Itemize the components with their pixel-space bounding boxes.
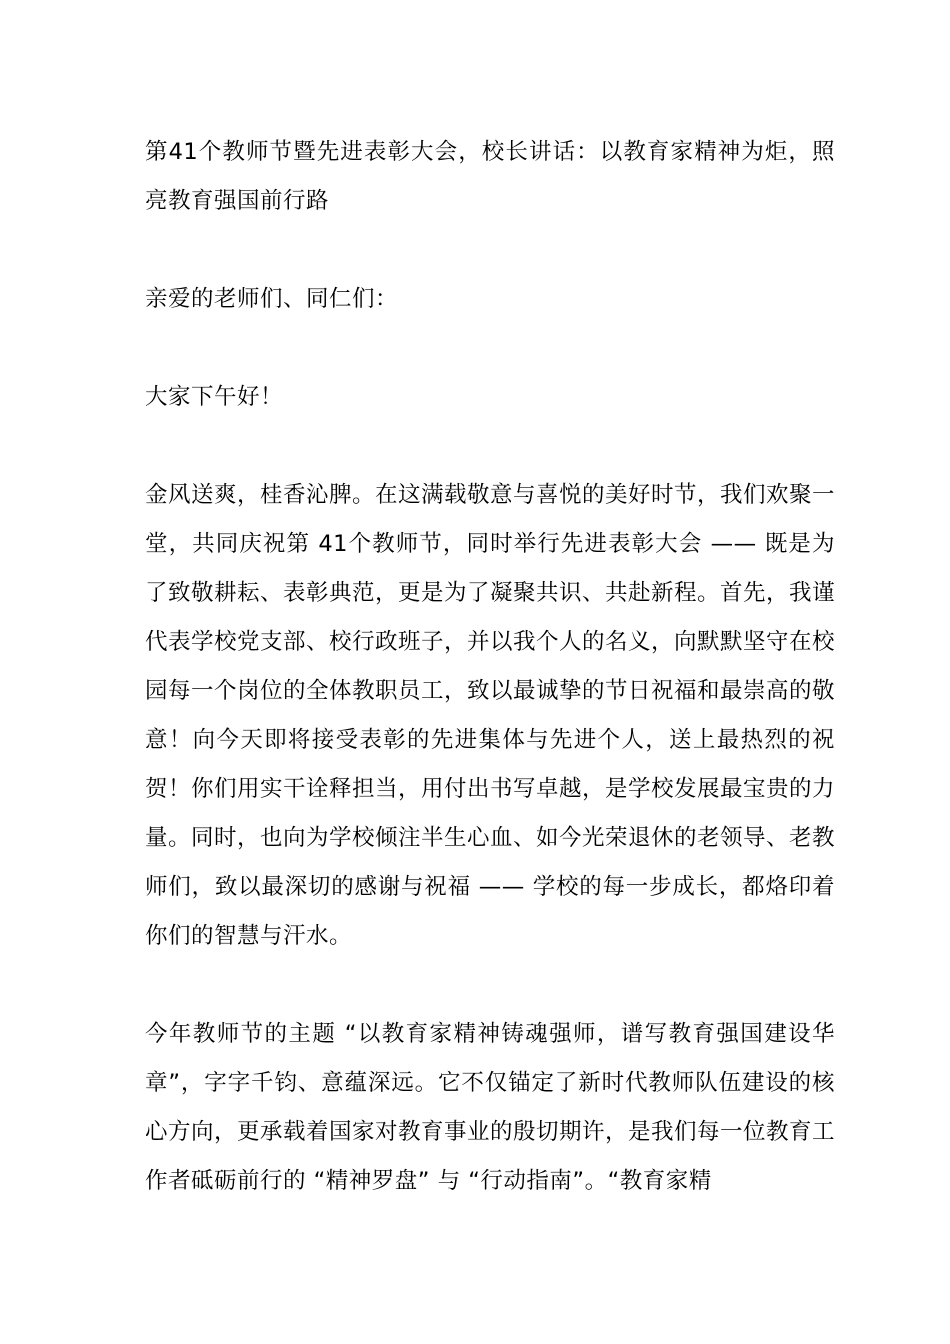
body-paragraph-2: 今年教师节的主题 “以教育家精神铸魂强师，谱写教育强国建设华章”，字字千钧、意蕴深远。它不仅锚定了新时代教师队伍建设的核心方向，更承载着国家对教育事业的殷切期许，是我们每一位教育工作者砥砺前行的 “精神罗盘” 与 “行动指南”。“教育家精 (145, 1021, 836, 1194)
greeting: 大家下午好！ (145, 384, 284, 410)
document-title: 第41个教师节暨先进表彰大会，校长讲话：以教育家精神为炬，照亮教育强国前行路 (145, 139, 835, 214)
body-paragraph-1: 金风送爽，桂香沁脾。在这满载敬意与喜悦的美好时节，我们欢聚一堂，共同庆祝第 41个教师节，同时举行先进表彰大会 —— 既是为了致敬耕耘、表彰典范，更是为了凝聚共识、共赴新程。首先，我谨代表学校党支部、校行政班子，并以我个人的名义，向默默坚守在校园每一个岗位的全体教职员工，致以最诚挚的节日祝福和最崇高的敬意！向今天即将接受表彰的先进集体与先进个人，送上最热烈的祝贺！你们用实干诠释担当，用付出书写卓越，是学校发展最宝贵的力量。同时，也向为学校倾注半生心血、如今光荣退休的老领导、老教师们，致以最深切的感谢与祝福 —— 学校的每一步成长，都烙印着你们的智慧与汗水。 (145, 482, 836, 949)
salutation: 亲爱的老师们、同仁们： (145, 286, 399, 312)
document-page (145, 128, 835, 1206)
